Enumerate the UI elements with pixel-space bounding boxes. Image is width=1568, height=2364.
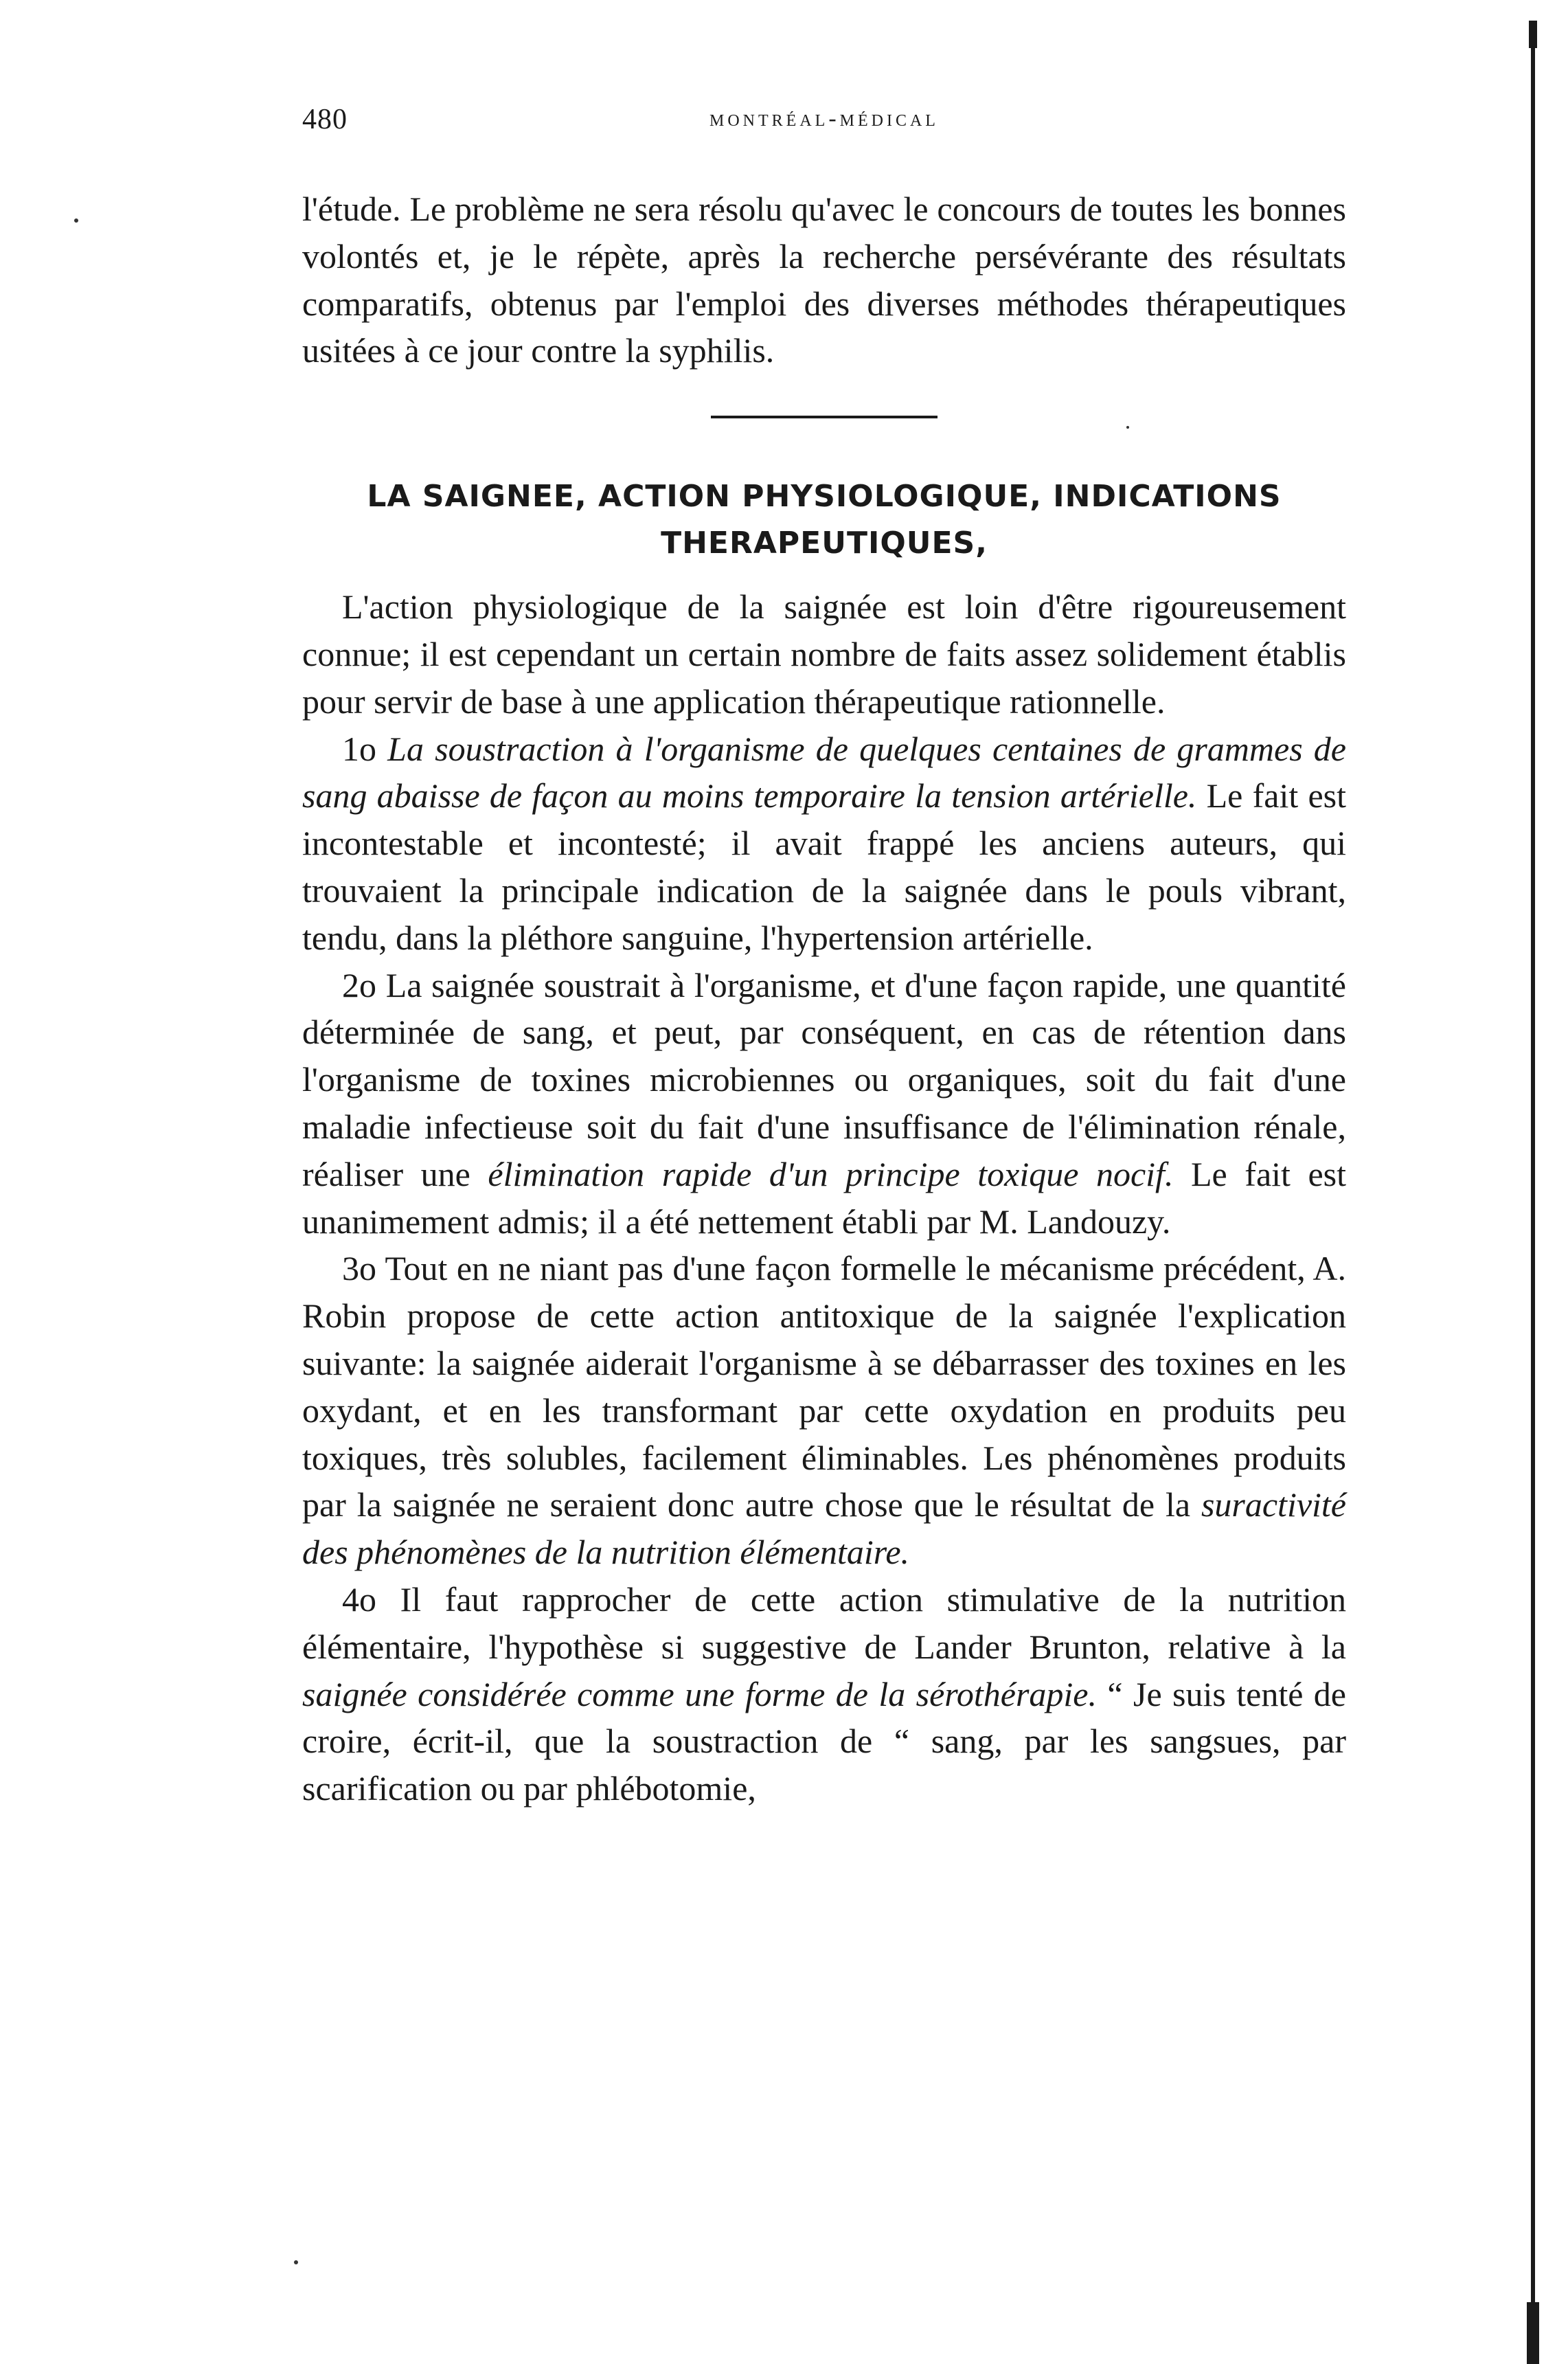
scan-speck	[74, 218, 78, 223]
paragraph-2-body: 2o La saignée soustrait à l'organisme, et d'une façon rapide, une quantité déterminée de sang, et peut, par conséquent, en cas de rétention dans l'organisme de toxines microbiennes ou organiques, soit du fait d'une maladie infectieuse soit du fait d'une insuffisance de l'élimination rénale, réaliser une	[302, 965, 1346, 1193]
paragraph-3-italic: suractivité des phénomènes de la nutrition élémentaire.	[302, 1485, 1346, 1572]
section-divider	[711, 416, 938, 418]
intro-paragraph: l'étude. Le problème ne sera résolu qu'avec le concours de toutes les bonnes volontés et, je le répète, après la recherche persévérante des résultats comparatifs, obtenus par l'emploi des diverses méthodes thérapeutiques usitées à ce jour contre la syphilis.	[302, 190, 1346, 370]
scan-edge-rule	[1531, 27, 1535, 2350]
page-header	[302, 103, 1346, 158]
document-page	[302, 103, 1346, 1812]
opening-paragraph: L'action physiologique de la saignée est loin d'être rigoureusement connue; il est cependant un certain nombre de faits assez solidement établis pour servir de base à une application thérapeutique rationnelle.	[302, 587, 1346, 721]
paragraph-1	[302, 725, 1346, 962]
section-title	[302, 473, 1346, 567]
section-title-line-1: LA SAIGNEE, ACTION PHYSIOLOGIQUE, INDICATIONS	[367, 479, 1282, 515]
paragraph-3	[302, 1245, 1346, 1576]
paragraph-4-italic: saignée considérée comme une forme de la sérothérapie.	[302, 1674, 1097, 1713]
paragraph-1-number: 1o	[342, 729, 388, 768]
scan-edge-mark-bottom	[1527, 2302, 1539, 2364]
paragraph-4	[302, 1576, 1346, 1812]
paragraph-1-italic: La soustraction à l'organisme de quelques centaines de grammes de sang abaisse de façon au moins temporaire la tension artérielle.	[302, 729, 1347, 815]
paragraph-3-body: 3o Tout en ne niant pas d'une façon formelle le mécanisme précédent, A. Robin propose de cette action antitoxique de la saignée l'explication suivante: la saignée aiderait l'organisme à se débarrasser des toxines en les oxydant, et en les transformant par cette oxydation en produits peu toxiques, très solubles, facilement éliminables. Les phénomènes produits par la saignée ne seraient donc autre chose que le résultat de la	[302, 1249, 1346, 1524]
paragraph-1-body: Le fait est incontestable et incontesté; il avait frappé les anciens auteurs, qui trouvaient la principale indication de la saignée dans le pouls vibrant, tendu, dans la pléthore sanguine, l'hypertension artérielle.	[302, 776, 1346, 957]
running-title: montréal-médical	[709, 106, 939, 131]
paragraph-2-italic: élimination rapide d'un principe toxique nocif.	[488, 1154, 1174, 1193]
scan-speck	[294, 2260, 298, 2264]
paragraph-2	[302, 962, 1346, 1246]
paragraph-2-rest: Le fait est unanimement admis; il a été nettement établi par M. Landouzy.	[302, 1154, 1347, 1241]
section-title-line-2: THERAPEUTIQUES,	[661, 526, 988, 561]
paragraph-4-rest: “ Je suis tenté de croire, écrit-il, que la soustraction de “ sang, par les sangsues, par scarification ou par phlébotomie,	[302, 1674, 1346, 1808]
page-number: 480	[302, 104, 348, 135]
paragraph-4-body: 4o Il faut rapprocher de cette action stimulative de la nutrition élémentaire, l'hypothèse si suggestive de Lander Brunton, relative à la	[302, 1579, 1346, 1666]
